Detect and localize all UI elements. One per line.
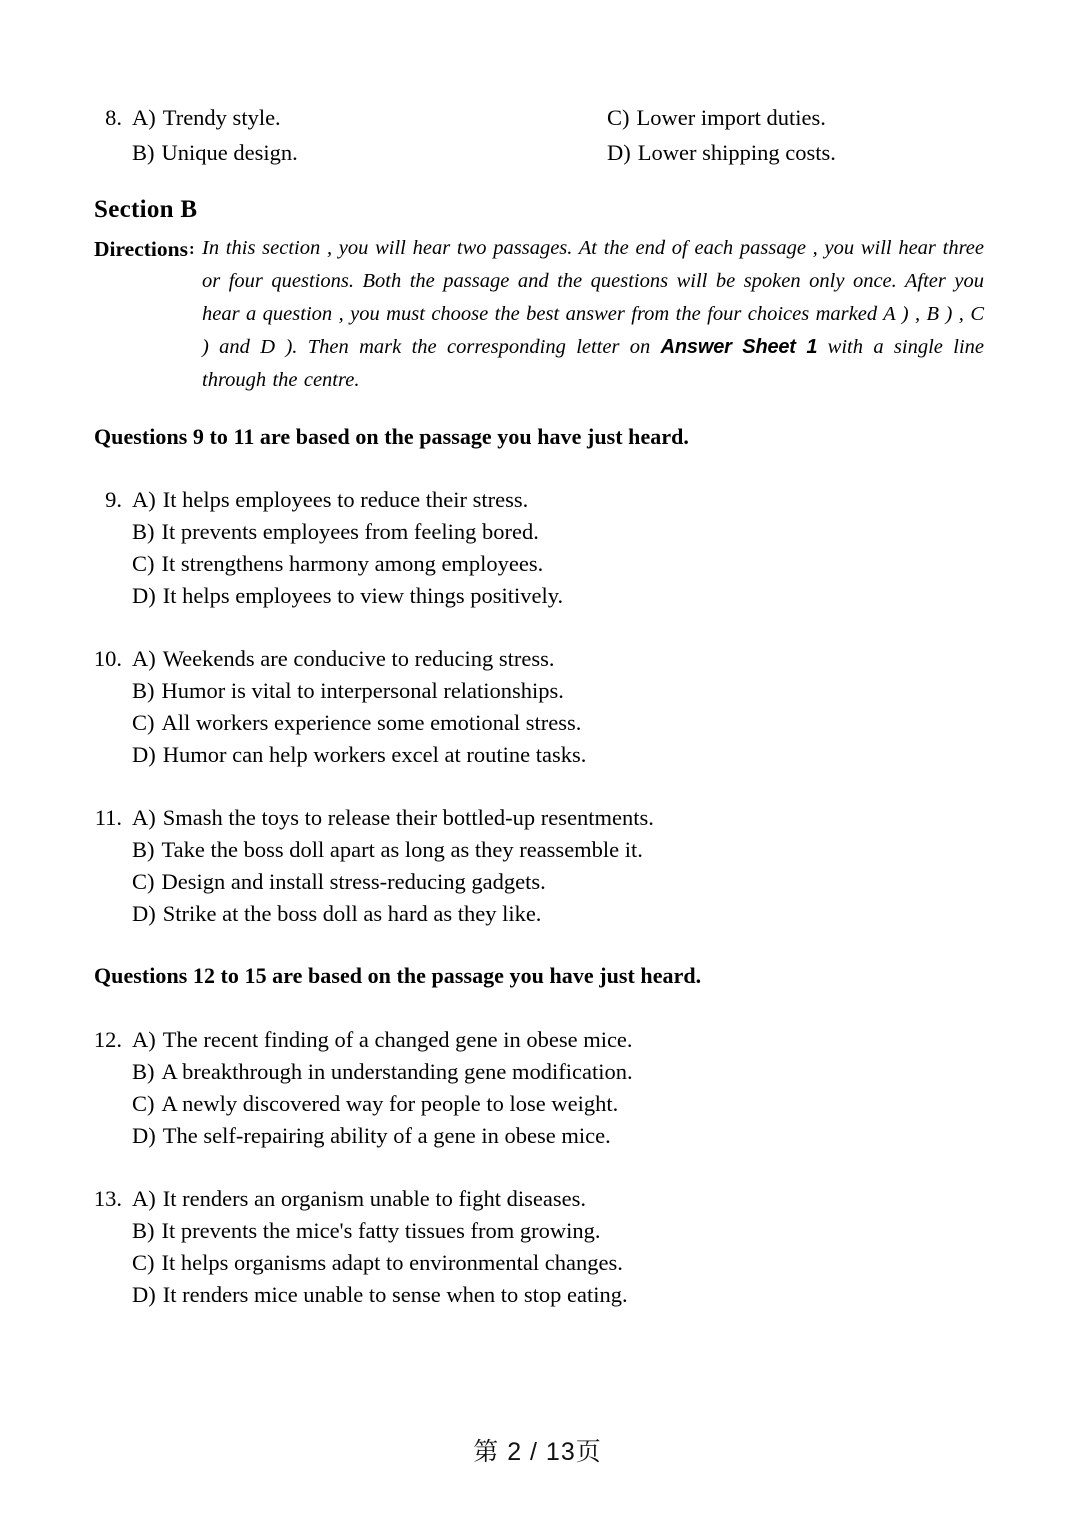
- option-text: It helps employees to reduce their stress.: [162, 487, 529, 512]
- option-letter: C): [132, 710, 155, 735]
- option-text: Humor can help workers excel at routine tasks.: [162, 742, 587, 767]
- option-letter: C): [132, 869, 155, 894]
- question-row: [88, 707, 988, 739]
- page-footer: 第 2 / 13页: [473, 1438, 602, 1466]
- question-row: [88, 580, 988, 612]
- option-text: All workers experience some emotional stress.: [161, 710, 582, 735]
- question-block-8: [88, 100, 988, 170]
- option-letter: C): [132, 551, 155, 576]
- directions-label-text: Directions: [94, 237, 188, 261]
- question-row: [88, 516, 988, 548]
- directions-label: [94, 232, 195, 266]
- option-letter: C): [132, 1250, 155, 1275]
- directions-text-part1: In this section , you will hear two passages. At the end of each passage , you will hear three or four questions. Both the passage and the questions will be spoken only once. After you hear a question , you must choose the best answer from the four choices marked A ) , B ) , C ) and D ). Then mark the corresponding letter on: [202, 237, 984, 358]
- questions-9-11-heading: Questions 9 to 11 are based on the passage you have just heard.: [94, 424, 689, 449]
- option-text: Trendy style.: [162, 105, 281, 130]
- question-block-10: [88, 643, 988, 771]
- option-text: It helps employees to view things positively.: [162, 583, 564, 608]
- question-8-option-a: [88, 100, 281, 135]
- option-letter: A): [132, 1027, 156, 1052]
- question-row: [88, 1215, 988, 1247]
- option-letter: D): [132, 901, 156, 926]
- question-number: 9.: [105, 487, 122, 512]
- question-row: [88, 802, 988, 834]
- question-block-13: [88, 1183, 988, 1311]
- option-letter: C): [607, 105, 630, 130]
- question-8-option-b: [88, 135, 298, 170]
- option-text: The self-repairing ability of a gene in obese mice.: [162, 1123, 611, 1148]
- option-letter: A): [132, 805, 156, 830]
- question-row: [88, 548, 988, 580]
- question-8-option-d: [597, 135, 836, 170]
- option-text: It prevents employees from feeling bored.: [161, 519, 539, 544]
- question-row: [88, 1088, 988, 1120]
- option-letter: B): [132, 519, 155, 544]
- option-text: Unique design.: [161, 140, 298, 165]
- question-row: [88, 1279, 988, 1311]
- option-letter: C): [132, 1091, 155, 1116]
- option-text: A breakthrough in understanding gene modification.: [161, 1059, 633, 1084]
- question-number: 10.: [93, 646, 122, 671]
- option-letter: D): [607, 140, 631, 165]
- option-text: Humor is vital to interpersonal relationships.: [161, 678, 564, 703]
- question-row: [88, 1247, 988, 1279]
- question-block-9: [88, 484, 988, 612]
- question-number: 11.: [94, 805, 122, 830]
- question-row: [88, 135, 988, 170]
- option-text: Lower shipping costs.: [637, 140, 836, 165]
- question-row: [88, 643, 988, 675]
- question-block-11: [88, 802, 988, 930]
- answer-sheet-emphasis: Answer Sheet 1: [660, 336, 818, 358]
- directions-text: [202, 232, 984, 397]
- directions-text-part2: with a single line through the centre.: [202, 336, 985, 391]
- option-letter: B): [132, 1218, 155, 1243]
- option-text: Lower import duties.: [636, 105, 826, 130]
- question-row: [88, 1024, 988, 1056]
- option-letter: D): [132, 1123, 156, 1148]
- option-letter: B): [132, 678, 155, 703]
- question-row: [88, 484, 988, 516]
- option-letter: D): [132, 1282, 156, 1307]
- option-letter: A): [132, 1186, 156, 1211]
- option-text: Take the boss doll apart as long as they reassemble it.: [161, 837, 643, 862]
- question-block-12: [88, 1024, 988, 1152]
- option-letter: B): [132, 837, 155, 862]
- option-letter: D): [132, 583, 156, 608]
- question-row: [88, 1056, 988, 1088]
- question-row: [88, 100, 988, 135]
- option-text: It helps organisms adapt to environmental changes.: [161, 1250, 623, 1275]
- directions-block: [94, 232, 984, 397]
- option-letter: D): [132, 742, 156, 767]
- question-row: [88, 1183, 988, 1215]
- directions-colon: :: [188, 239, 195, 258]
- option-text: Strike at the boss doll as hard as they like.: [162, 901, 542, 926]
- question-8-option-c: [597, 100, 826, 135]
- option-text: The recent finding of a changed gene in obese mice.: [162, 1027, 633, 1052]
- question-number: 12.: [93, 1027, 122, 1052]
- option-letter: B): [132, 1059, 155, 1084]
- option-text: Weekends are conducive to reducing stress.: [162, 646, 555, 671]
- option-text: Smash the toys to release their bottled-up resentments.: [162, 805, 654, 830]
- option-text: It strengthens harmony among employees.: [161, 551, 544, 576]
- option-letter: A): [132, 646, 156, 671]
- question-row: [88, 866, 988, 898]
- question-row: [88, 739, 988, 771]
- questions-12-15-heading: Questions 12 to 15 are based on the passage you have just heard.: [94, 963, 702, 988]
- option-letter: A): [132, 105, 156, 130]
- option-letter: B): [132, 140, 155, 165]
- option-text: It renders an organism unable to fight diseases.: [162, 1186, 586, 1211]
- question-row: [88, 1120, 988, 1152]
- option-text: It renders mice unable to sense when to stop eating.: [162, 1282, 628, 1307]
- option-text: Design and install stress-reducing gadgets.: [161, 869, 546, 894]
- question-row: [88, 898, 988, 930]
- question-row: [88, 675, 988, 707]
- question-number: 13.: [93, 1186, 122, 1211]
- option-text: A newly discovered way for people to lose weight.: [161, 1091, 619, 1116]
- option-text: It prevents the mice's fatty tissues from growing.: [161, 1218, 601, 1243]
- section-heading: Section B: [94, 196, 198, 223]
- question-number: 8.: [105, 105, 122, 130]
- option-letter: A): [132, 487, 156, 512]
- question-row: [88, 834, 988, 866]
